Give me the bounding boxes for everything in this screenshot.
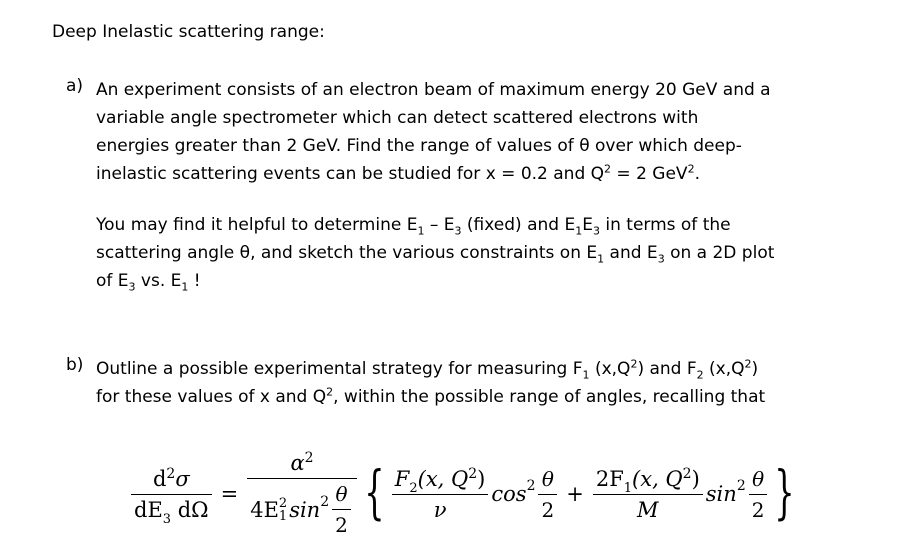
sin-term: sin: [705, 482, 737, 506]
plus-sign: +: [566, 482, 584, 506]
part-a-marker: a): [66, 76, 84, 96]
part-b-text: [96, 355, 856, 411]
part-a-hint-line-3: of $E_3$ vs. $E_1$ !: [96, 271, 201, 294]
cos-angle-fraction: $\frac{\theta}{2}$: [538, 467, 557, 522]
prefactor-fraction: $\alpha^2$ 4E 2 1 sin 2 $\frac{\theta}{2}$: [247, 451, 357, 537]
open-brace: {: [364, 458, 385, 526]
f2-fraction: $\frac{F_2(x, Q^2)}{\nu}$: [392, 467, 489, 522]
document-heading: Deep Inelastic scattering range:: [52, 22, 325, 42]
cross-section-equation: $\frac{d^2\sigma}{dE_3 d\Omega}$ = $\alpha^2$ 4E 2 1 sin 2 $\frac{\theta}{2}$ { $\frac{F_2(x, Q^2)}{\nu}$ cos 2 $\frac{\theta}{2}$ + $\frac{2F_1(x, Q^2)}{M}$ sin 2 $\frac{\theta}{2}$ }: [128, 446, 799, 542]
part-a-text: [96, 76, 856, 295]
part-b-marker: b): [66, 355, 84, 375]
f1-fraction: $\frac{2F_1(x, Q^2)}{M}$: [593, 467, 703, 522]
part-a-line-1: An experiment consists of an electron beam of maximum energy 20 GeV and a: [96, 80, 771, 100]
part-a-line-3: energies greater than 2 GeV. Find the range of values of θ over which deep-: [96, 136, 742, 156]
part-a-hint-line-1: You may find it helpful to determine $E_1 - E_3$ (fixed) and $E_1E_3$ in terms of the: [96, 215, 731, 238]
sin-angle-fraction: $\frac{\theta}{2}$: [749, 467, 768, 522]
part-b-line-2: for these values of x and $Q^2$, within the possible range of angles, recalling that: [96, 385, 766, 407]
part-a-hint-line-2: scattering angle θ, and sketch the various constraints on $E_1$ and $E_3$ on a 2D plot: [96, 243, 775, 266]
lhs-fraction: $\frac{d^2\sigma}{dE_3 d\Omega}$: [131, 467, 212, 522]
part-b-line-1: Outline a possible experimental strategy for measuring $F_1$ $(x,Q^2)$ and $F_2$ $(x,Q^2)$: [96, 357, 759, 382]
equals-sign: =: [220, 482, 239, 506]
part-a-line-4: inelastic scattering events can be studied for x = 0.2 and $Q^2 = 2$ GeV$^2$.: [96, 162, 700, 184]
cos-term: cos: [491, 482, 527, 506]
close-brace: }: [774, 458, 796, 526]
part-a-line-2: variable angle spectrometer which can detect scattered electrons with: [96, 108, 699, 128]
part-b: [66, 355, 856, 411]
part-a: [66, 76, 856, 295]
